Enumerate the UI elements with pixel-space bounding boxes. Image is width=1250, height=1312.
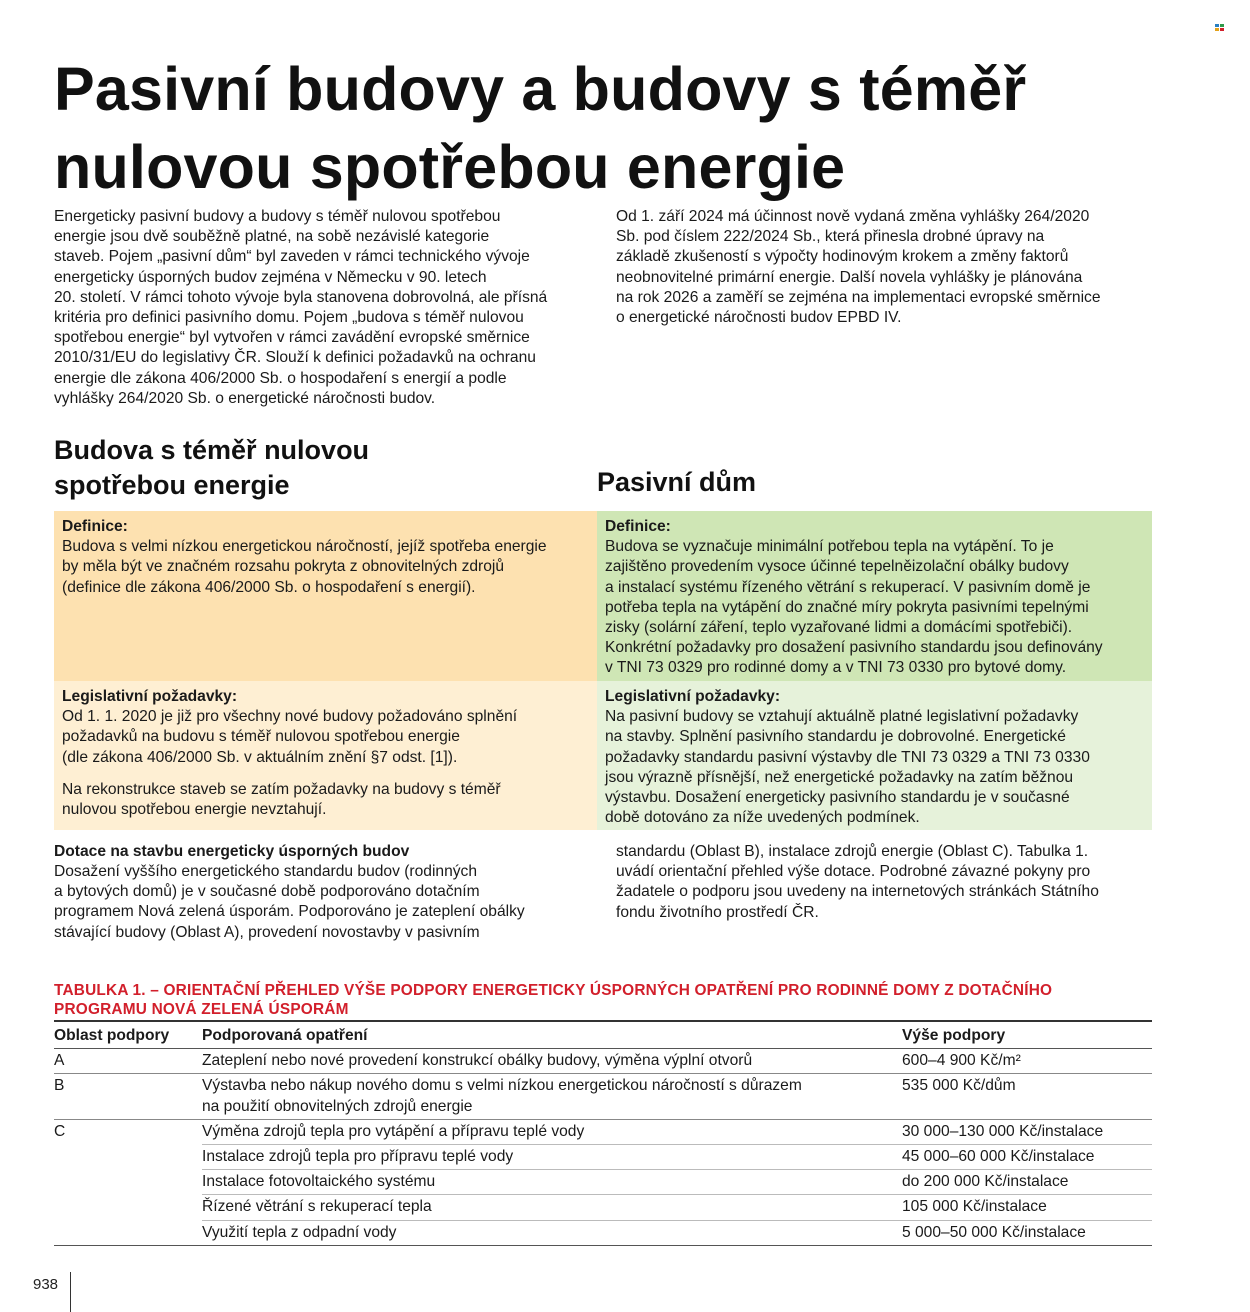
table-row [54, 1220, 1152, 1245]
table-row [54, 1049, 1152, 1074]
row-measure: Instalace fotovoltaického systému [202, 1170, 902, 1195]
row-area [54, 1195, 202, 1220]
header-measures: Podporovaná opatření [202, 1021, 902, 1049]
row-area: C [54, 1119, 202, 1144]
support-table [54, 1020, 1152, 1246]
row-measure: Výměna zdrojů tepla pro vytápění a přípravu teplé vody [202, 1119, 902, 1144]
table-row [54, 1145, 1152, 1170]
nzeb-legal-box [54, 681, 597, 830]
passive-legal-box [597, 681, 1152, 830]
nzeb-legal-text-1: Od 1. 1. 2020 je již pro všechny nové budovy požadováno splnění požadavků na budovu s téměř nulovou spotřebou energie (dle zákona 406/2000 Sb. v aktuálním znění §7 odst. [1]). [62, 708, 518, 766]
nzeb-definition-box [54, 511, 597, 681]
subsidy-text-left: Dosažení vyššího energetického standardu budov (rodinných a bytových domů) je v současné době podporováno dotačním programem Nová zelená úsporám. Podporováno je zateplení obálky stávající budovy (Oblast A), provedení novostavby v pasivním [54, 863, 525, 941]
row-area [54, 1145, 202, 1170]
row-area: B [54, 1074, 202, 1119]
passive-legal-label: Legislativní požadavky: [605, 688, 781, 705]
page-number: 938 [33, 1276, 59, 1293]
row-amount: 535 000 Kč/dům [902, 1074, 1152, 1119]
table-header-row [54, 1021, 1152, 1049]
row-area [54, 1170, 202, 1195]
passive-heading: Pasivní dům [597, 467, 757, 497]
publisher-logo-icon [1215, 24, 1227, 32]
header-area: Oblast podpory [54, 1021, 202, 1049]
row-amount: 45 000–60 000 Kč/instalace [902, 1145, 1152, 1170]
table-caption: TABULKA 1. – ORIENTAČNÍ PŘEHLED VÝŠE PODPORY ENERGETICKY ÚSPORNÝCH OPATŘENÍ PRO RODINNÉ DOMY Z DOTAČNÍHO PROGRAMU NOVÁ ZELENÁ ÚSPORÁM [54, 982, 1053, 1018]
table-row [54, 1195, 1152, 1220]
subsidy-title: Dotace na stavbu energeticky úsporných budov [54, 843, 410, 860]
header-amount: Výše podpory [902, 1021, 1152, 1049]
row-measure: Řízené větrání s rekuperací tepla [202, 1195, 902, 1220]
row-measure: Zateplení nebo nové provedení konstrukcí obálky budovy, výměna výplní otvorů [202, 1052, 753, 1070]
row-area [54, 1220, 202, 1245]
row-amount: 5 000–50 000 Kč/instalace [902, 1220, 1152, 1245]
passive-definition-text: Budova se vyznačuje minimální potřebou tepla na vytápění. To je zajištěno provedením vysoce účinné tepelněizolační obálky budovy a instalací systému řízeného větrání s rekuperací. V pasivním domě je potřeba tepla na vytápění do značné míry pokryta pasivními tepelnými zisky (solární záření, teplo vyzařované lidmi a domácími spotřebiči). Konkrétní požadavky pro dosažení pasivního standardu jsou definovány v TNI 73 0329 pro rodinné domy a v TNI 73 0330 pro bytové domy. [605, 538, 1103, 677]
row-amount: 30 000–130 000 Kč/instalace [902, 1119, 1152, 1144]
row-measure: Instalace zdrojů tepla pro přípravu teplé vody [202, 1145, 902, 1170]
passive-definition-label: Definice: [605, 518, 671, 535]
row-amount: 105 000 Kč/instalace [902, 1195, 1152, 1220]
row-measure: Využití tepla z odpadní vody [202, 1220, 902, 1245]
passive-legal-text: Na pasivní budovy se vztahují aktuálně platné legislativní požadavky na stavby. Splnění pasivního standardu je dobrovolné. Energetické požadavky standardu pasivní výstavby dle TNI 73 0329 a TNI 73 0330 jsou výrazně přísnější, než energetické požadavky na zatím běžnou výstavbu. Dosažení energeticky pasivního standardu je v současné době dotováno za níže uvedených podmínek. [605, 708, 1090, 827]
table-row [54, 1074, 1152, 1119]
subsidy-text-right: standardu (Oblast B), instalace zdrojů energie (Oblast C). Tabulka 1. uvádí orientační přehled výše dotace. Podrobné závazné pokyny pro žadatele o podporu jsou uvedeny na internetových stránkách Státního fondu životního prostředí ČR. [616, 843, 1099, 921]
intro-right-paragraph: Od 1. září 2024 má účinnost nově vydaná změna vyhlášky 264/2020 Sb. pod číslem 222/2024 Sb., která přinesla drobné úpravy na základě zkušeností s výpočty hodinovým krokem a změny faktorů neobnovitelné primární energie. Další novela vyhlášky je plánována na rok 2026 a zaměří se zejména na implementaci evropské směrnice o energetické náročnosti budov EPBD IV. [616, 208, 1101, 327]
nzeb-legal-text-2: Na rekonstrukce staveb se zatím požadavky na budovy s téměř nulovou spotřebou energie nevztahují. [62, 780, 501, 819]
nzeb-definition-label: Definice: [62, 518, 128, 535]
passive-definition-box [597, 511, 1152, 681]
page-number-divider [70, 1272, 71, 1312]
row-area: A [54, 1052, 65, 1070]
intro-left-paragraph: Energeticky pasivní budovy a budovy s téměř nulovou spotřebou energie jsou dvě souběžně platné, na sobě nezávislé kategorie staveb. Pojem „pasivní dům“ byl zaveden v rámci technického vývoje energeticky úsporných budov zejména v Německu v 90. letech 20. století. V rámci tohoto vývoje byla stanovena dobrovolná, ale přísná kritéria pro definici pasivního domu. Pojem „budova s téměř nulovou spotřebou energie“ byl vytvořen v rámci zavádění evropské směrnice 2010/31/EU do legislativy ČR. Slouží k definici požadavků na ochranu energie dle zákona 406/2000 Sb. o hospodaření s energií a podle vyhlášky 264/2020 Sb. o energetické náročnosti budov. [54, 208, 548, 407]
page-title: Pasivní budovy a budovy s téměř nulovou spotřebou energie [54, 55, 1027, 201]
table-row [54, 1119, 1152, 1144]
row-amount: 600–4 900 Kč/m² [902, 1052, 1021, 1070]
nzeb-definition-text: Budova s velmi nízkou energetickou náročností, jejíž spotřeba energie by měla být ve značném rozsahu pokryta z obnovitelných zdrojů (definice dle zákona 406/2000 Sb. o hospodaření s energií). [62, 538, 547, 596]
row-measure: Výstavba nebo nákup nového domu s velmi nízkou energetickou náročností s důrazem na použití obnovitelných zdrojů energie [202, 1074, 902, 1119]
table-row [54, 1170, 1152, 1195]
nzeb-heading: Budova s téměř nulovou spotřebou energie [54, 435, 370, 500]
row-amount: do 200 000 Kč/instalace [902, 1170, 1152, 1195]
nzeb-legal-label: Legislativní požadavky: [62, 688, 238, 705]
